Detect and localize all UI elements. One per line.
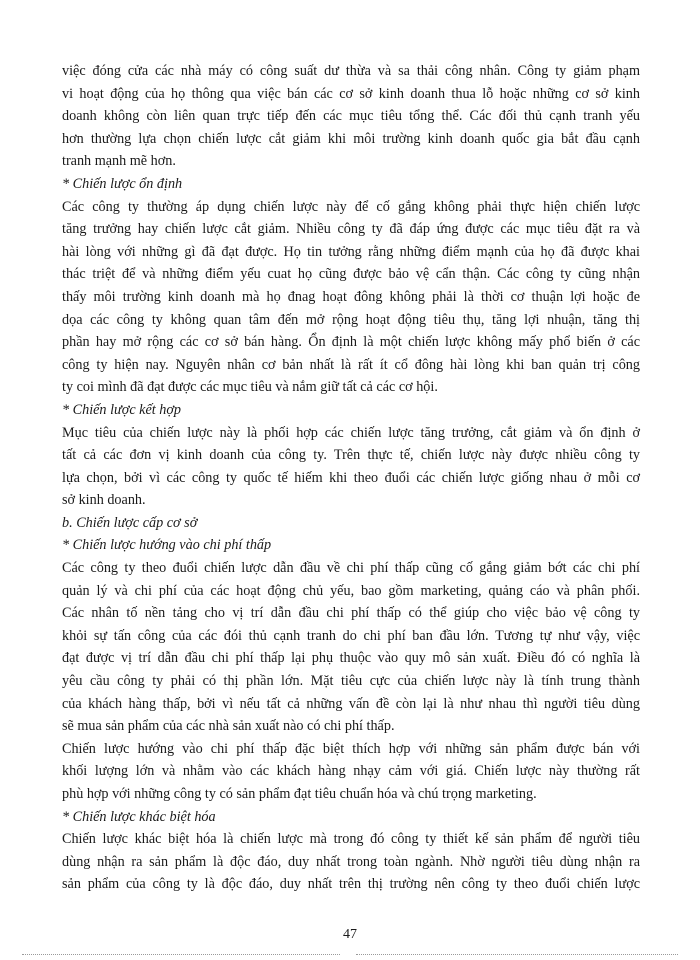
text-line: phần hay mở rộng các cơ sở bán hàng. Ổn định là một chiến lược không mấy phổ biến ở các xyxy=(62,334,640,351)
text-line: đạt được vị trí dẫn đầu chi phí thấp lại phụ thuộc vào quy mô sản xuất. Điều đó có nghĩa là xyxy=(62,650,640,667)
footer-divider-left xyxy=(22,954,340,955)
text-line: Các nhân tố nền tảng cho vị trí dẫn đầu chi phí thấp có thể giúp cho việc bảo vệ công ty xyxy=(62,605,640,622)
text-line: khỏi sự tấn công của các đói thủ cạnh tranh do chi phí ban đầu lớn. Tương tự như vậy, việc xyxy=(62,627,640,644)
footer-divider-right xyxy=(356,954,678,955)
section-heading: * Chiến lược kết hợp xyxy=(62,401,182,418)
page-body xyxy=(62,60,640,896)
text-line: Mục tiêu của chiến lược này là phối hợp các chiến lược tăng trưởng, cắt giảm và ổn định ở xyxy=(62,424,640,441)
text-line: ty coi mình đã đạt được các mục tiêu và nắm giữ tất cả các cơ hội. xyxy=(62,379,438,396)
text-line: phù hợp với những công ty có sản phẩm đạt tiêu chuẩn hóa và chú trọng marketing. xyxy=(62,786,537,802)
text-line: lựa chọn, bởi vì các công ty quốc tế hiếm khi theo đuổi các chiến lược giống nhau ở mỗi cơ xyxy=(62,469,640,486)
text-line: dùng nhận ra sản phẩm là độc đáo, duy nhất trong toàn ngành. Nhờ người tiêu dùng nhận ra xyxy=(62,853,640,870)
text-line: công ty hiện nay. Nguyên nhân cơ bản nhất là rất ít cổ đông hài lòng khi ban quản trị công xyxy=(62,356,640,373)
text-line: Chiến lược khác biệt hóa là chiến lược mà trong đó công ty thiết kế sản phẩm để người tiêu xyxy=(62,831,640,848)
page-number: 47 xyxy=(343,927,357,942)
text-line: doanh không còn liên quan trực tiếp đến các mục tiêu tổng thể. Các đối thủ cạnh tranh yếu xyxy=(62,108,640,125)
text-line: vi hoạt động của họ thông qua việc bán các cơ sở kinh doanh thua lỗ hoặc những cơ sở kinh xyxy=(62,85,640,102)
text-line: tăng trưởng hay chiến lược cắt giảm. Nhiều công ty đã đáp ứng được các mục tiêu đặt ra và xyxy=(62,221,640,238)
text-line: hài lòng với những gì đã đạt được. Họ tin tưởng rằng những điểm mạnh của họ đã được khai xyxy=(62,243,640,260)
text-line: Chiến lược hướng vào chi phí thấp đặc biệt thích hợp với những sản phẩm được bán với xyxy=(62,740,640,757)
section-heading: * Chiến lược ổn định xyxy=(62,175,183,192)
text-line: sẽ mua sản phẩm của các nhà sản xuất nào có chi phí thấp. xyxy=(62,718,395,735)
text-line: yêu cầu công ty phải có thị phần lớn. Mặt tiêu cực của chiến lược này là tính trung thành xyxy=(62,673,640,690)
text-line: sở kinh doanh. xyxy=(62,492,146,509)
section-heading: * Chiến lược khác biệt hóa xyxy=(62,808,216,825)
text-line: quản lý và chi phí của các hoạt động chủ yếu, bao gồm marketing, quảng cáo và phân phối. xyxy=(62,582,640,599)
text-line: tất cả các đơn vị kinh doanh của công ty. Trên thực tế, chiến lược này được nhiều công ty xyxy=(62,447,640,464)
text-line: thấy môi trường kinh doanh mà họ đnag hoạt đông không phải là thời cơ thuận lợi hoặc đe xyxy=(62,288,640,305)
text-line: sản phẩm của công ty là độc đáo, duy nhất trên thị trường nên công ty theo đuổi chiến lược xyxy=(62,876,640,893)
section-heading: * Chiến lược hướng vào chi phí thấp xyxy=(62,537,272,554)
text-line: việc đóng cửa các nhà máy có công suất dư thừa và sa thải công nhân. Công ty giảm phạm xyxy=(62,63,640,79)
text-line: thác triệt để và những điểm yếu cuat họ cũng được bảo vệ cẩn thận. Các công ty cũng nhận xyxy=(62,266,640,283)
text-line: Các công ty theo đuổi chiến lược dẫn đầu về chi phí thấp cũng cố gắng giảm bớt các chi phí xyxy=(62,560,640,577)
text-line: của khách hàng thấp, bởi vì nếu tất cả những vấn đề còn lại là như nhau thì người tiêu dùng xyxy=(62,695,640,712)
text-line: dọa các công ty không quan tâm đến mở rộng hoạt động tiêu thụ, tăng lợi nhuận, tăng thị xyxy=(62,311,640,328)
text-line: tranh mạnh mẽ hơn. xyxy=(62,153,176,170)
text-line: hơn thường lựa chọn chiến lược cắt giảm khi môi trường kinh doanh quốc gia bắt đầu cạnh xyxy=(62,130,640,147)
section-heading: b. Chiến lược cấp cơ sở xyxy=(62,514,198,531)
text-line: khối lượng lớn và nhằm vào các khách hàng nhạy cảm với giá. Chiến lược này thường rất xyxy=(62,763,640,780)
text-line: Các công ty thường áp dụng chiến lược này để cố gắng không phải thực hiện chiến lược xyxy=(62,198,640,215)
